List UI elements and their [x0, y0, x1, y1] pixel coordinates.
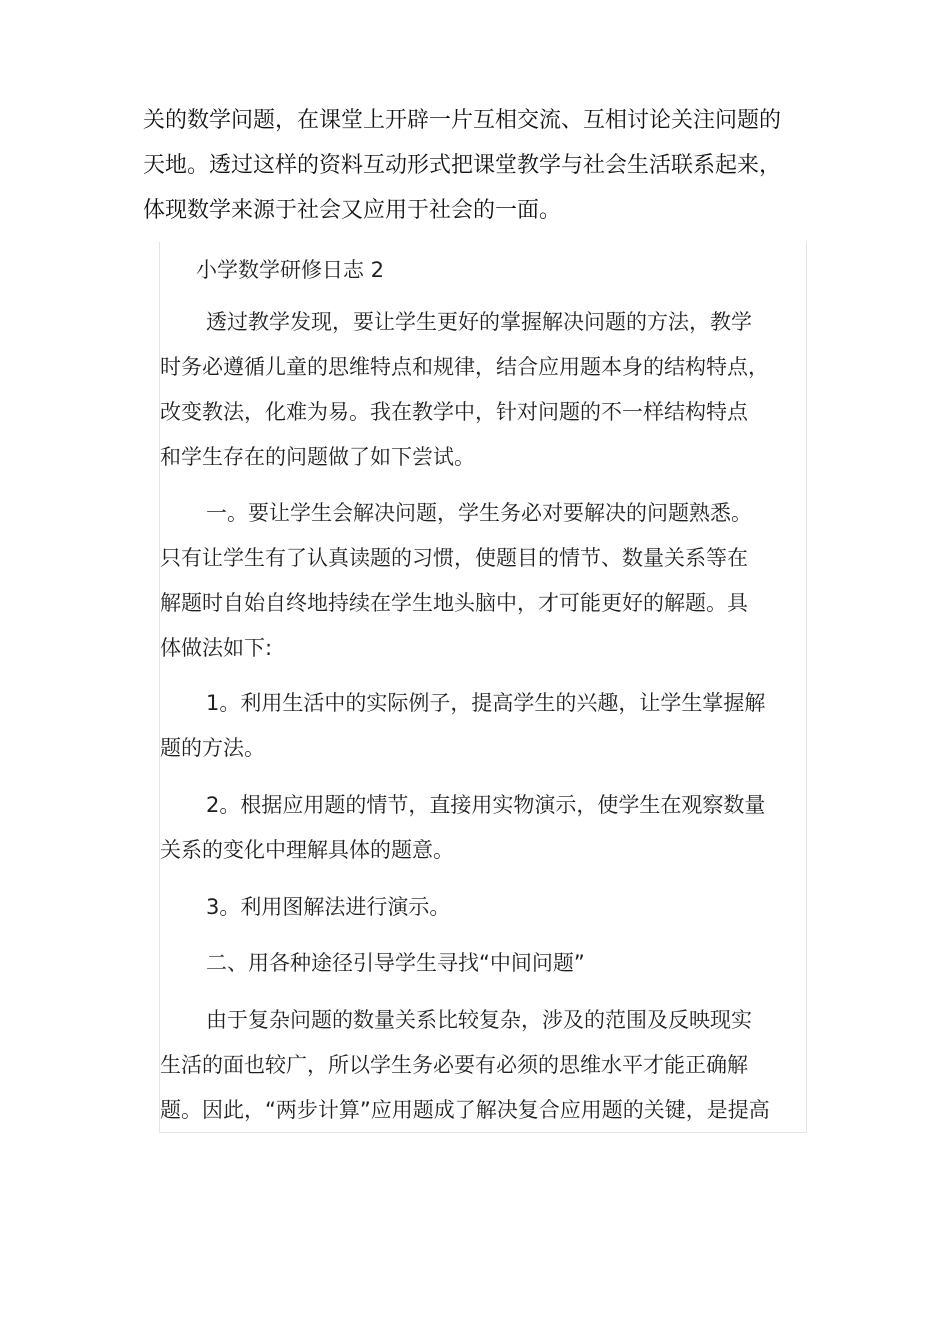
text-line: 体现数学来源于社会又应用于社会的一面。	[143, 198, 562, 223]
paragraph-line: 体做法如下:	[160, 636, 273, 660]
content-box	[159, 242, 807, 1133]
paragraph-line: 1。利用生活中的实际例子，提高学生的兴趣，让学生掌握解	[206, 691, 766, 715]
paragraph-line: 改变教法，化难为易。我在教学中，针对问题的不一样结构特点	[160, 400, 748, 424]
paragraph-line: 生活的面也较广，所以学生务必要有必须的思维水平才能正确解	[160, 1053, 748, 1077]
text-line: 关的数学问题，在课堂上开辟一片互相交流、互相讨论关注问题的	[143, 108, 782, 133]
section-title: 小学数学研修日志 2	[196, 258, 385, 282]
paragraph-line: 和学生存在的问题做了如下尝试。	[160, 445, 475, 469]
top-paragraph	[143, 98, 813, 233]
text-line: 天地。透过这样的资料互动形式把课堂教学与社会生活联系起来，	[143, 153, 782, 178]
paragraph-line: 题的方法。	[160, 736, 265, 760]
paragraph-line: 时务必遵循儿童的思维特点和规律，结合应用题本身的结构特点，	[160, 355, 769, 379]
paragraph-line: 只有让学生有了认真读题的习惯，使题目的情节、数量关系等在	[160, 546, 748, 570]
paragraph-line: 关系的变化中理解具体的题意。	[160, 838, 454, 862]
paragraph-line: 解题时自始自终地持续在学生地头脑中，才可能更好的解题。具	[160, 591, 748, 615]
paragraph-line: 3。利用图解法进行演示。	[206, 895, 451, 919]
paragraph-line: 题。因此，“两步计算”应用题成了解决复合应用题的关键，是提高	[160, 1098, 770, 1122]
paragraph-line: 由于复杂问题的数量关系比较复杂，涉及的范围及反映现实	[206, 1008, 752, 1032]
paragraph-line: 二、用各种途径引导学生寻找“中间问题”	[206, 951, 585, 975]
paragraph-line: 透过教学发现，要让学生更好的掌握解决问题的方法，教学	[206, 310, 752, 334]
paragraph-line: 2。根据应用题的情节，直接用实物演示，使学生在观察数量	[206, 793, 766, 817]
paragraph-line: 一。要让学生会解决问题，学生务必对要解决的问题熟悉。	[206, 501, 752, 525]
